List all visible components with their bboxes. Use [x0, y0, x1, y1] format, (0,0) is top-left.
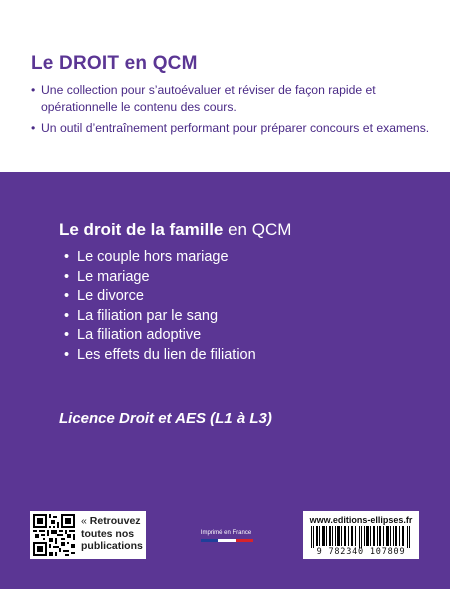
isbn-number: 9 782340 107809 [316, 547, 406, 557]
topic-item: • La filiation adoptive [64, 326, 256, 346]
collection-bullets [31, 82, 431, 141]
flag-white-stripe [218, 539, 235, 542]
qr-caption-line: Retrouvez [89, 515, 141, 527]
topic-item: • La filiation par le sang [64, 307, 256, 327]
printed-in-label: Imprimé en France [200, 530, 252, 536]
book-subtitle-bold: Le droit de la famille [59, 220, 224, 239]
book-subtitle-rest: en QCM [223, 220, 292, 239]
french-flag-icon [201, 539, 253, 542]
book-summary-panel [0, 172, 450, 589]
isbn-box [303, 511, 419, 559]
qr-caption-line: publications [81, 540, 143, 553]
barcode-icon [311, 526, 411, 548]
qr-box[interactable] [30, 511, 146, 559]
topic-item: • Le couple hors mariage [64, 248, 256, 268]
topic-list [64, 248, 256, 365]
collection-bullet: • Un outil d’entraînement performant pour préparer concours et examens. [31, 120, 431, 137]
topic-item: • Le mariage [64, 268, 256, 288]
qr-caption [81, 515, 145, 553]
double-chevron-icon: « [81, 515, 87, 527]
qr-caption-line: toutes nos [81, 527, 135, 540]
target-level: Licence Droit et AES (L1 à L3) [59, 410, 272, 427]
book-subtitle [59, 220, 291, 240]
topic-item: • Les effets du lien de filiation [64, 346, 256, 366]
collection-bullet: • Une collection pour s’autoévaluer et réviser de façon rapide et opérationnelle le contenu des cours. [31, 82, 431, 116]
collection-title: Le DROIT en QCM [31, 53, 198, 74]
flag-blue-stripe [201, 539, 218, 542]
collection-intro [0, 0, 450, 172]
topic-item: • Le divorce [64, 287, 256, 307]
qr-code-icon[interactable] [33, 514, 75, 556]
publisher-website[interactable]: www.editions-ellipses.fr [309, 515, 413, 525]
flag-red-stripe [236, 539, 253, 542]
